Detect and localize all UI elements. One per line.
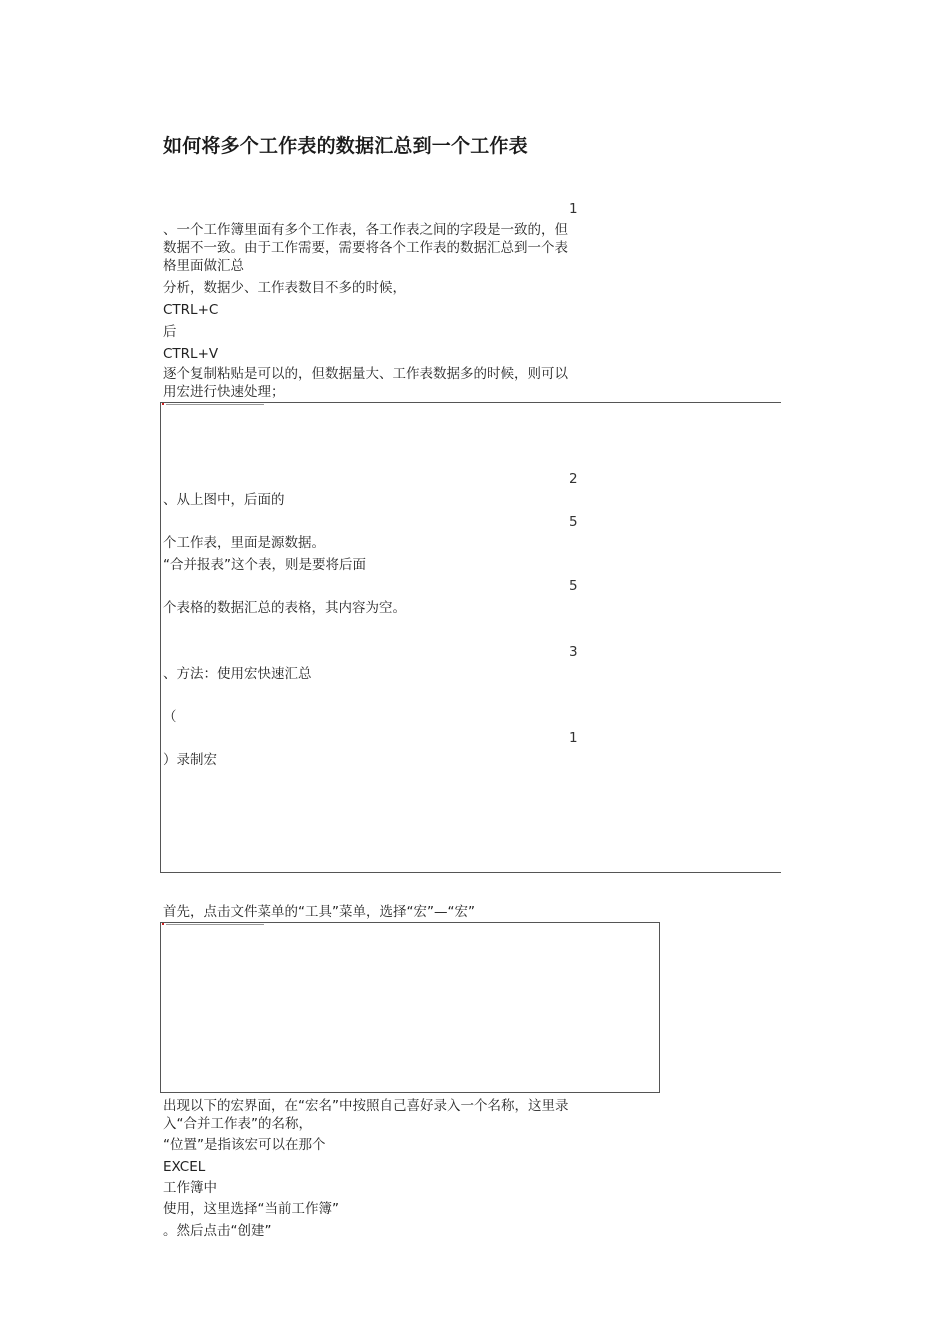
paren-open: （ [163,709,177,725]
record-macro-text: ）录制宏 [163,752,217,768]
step-number: 1 [569,730,578,746]
dialog-intro-text: 出现以下的宏界面，在“宏名”中按照自己喜好录入一个名称，这里录入“合并工作表”的名称， [163,1098,569,1132]
from-figure-text: 、从上图中，后面的 [163,492,285,508]
empty-sheet-text: 个表格的数据汇总的表格，其内容为空。 [163,600,406,616]
excel-text: EXCEL [163,1159,206,1175]
source-sheets-text: 个工作表，里面是源数据。 [163,535,325,551]
workbook-text: 工作簿中 [163,1180,217,1196]
broken-image-icon [162,403,267,406]
page-title: 如何将多个工作表的数据汇总到一个工作表 [163,135,528,157]
section-1-intro: 、一个工作簿里面有多个工作表，各工作表之间的字段是一致的，但数据不一致。由于工作需要，需要将各个工作表的数据汇总到一个表格里面做汇总 [163,222,568,274]
section-2-number: 2 [569,471,578,487]
after-text: 后 [163,324,177,340]
section-1-number: 1 [569,201,578,217]
broken-image-icon [162,923,267,926]
analysis-text: 分析，数据少、工作表数目不多的时候， [163,280,406,296]
figure-frame-2 [160,922,660,1093]
merge-sheet-text: “合并报表”这个表，则是要将后面 [163,557,366,573]
figure-frame-1 [160,402,781,873]
use-current-text: 使用，这里选择“当前工作簿” [163,1201,339,1217]
ctrl-v-text: CTRL+V [163,346,219,362]
section-3-number: 3 [569,644,578,660]
ctrl-c-text: CTRL+C [163,302,219,318]
click-create-text: 。然后点击“创建” [163,1223,272,1239]
position-text: “位置”是指该宏可以在那个 [163,1137,326,1153]
macro-note: 逐个复制粘贴是可以的，但数据量大、工作表数据多的时候，则可以用宏进行快速处理； [163,366,568,400]
first-step-text: 首先，点击文件菜单的“工具”菜单，选择“宏”—“宏” [163,904,475,920]
sheet-count-b: 5 [569,578,578,594]
method-text: 、方法：使用宏快速汇总 [163,666,312,682]
sheet-count-a: 5 [569,514,578,530]
